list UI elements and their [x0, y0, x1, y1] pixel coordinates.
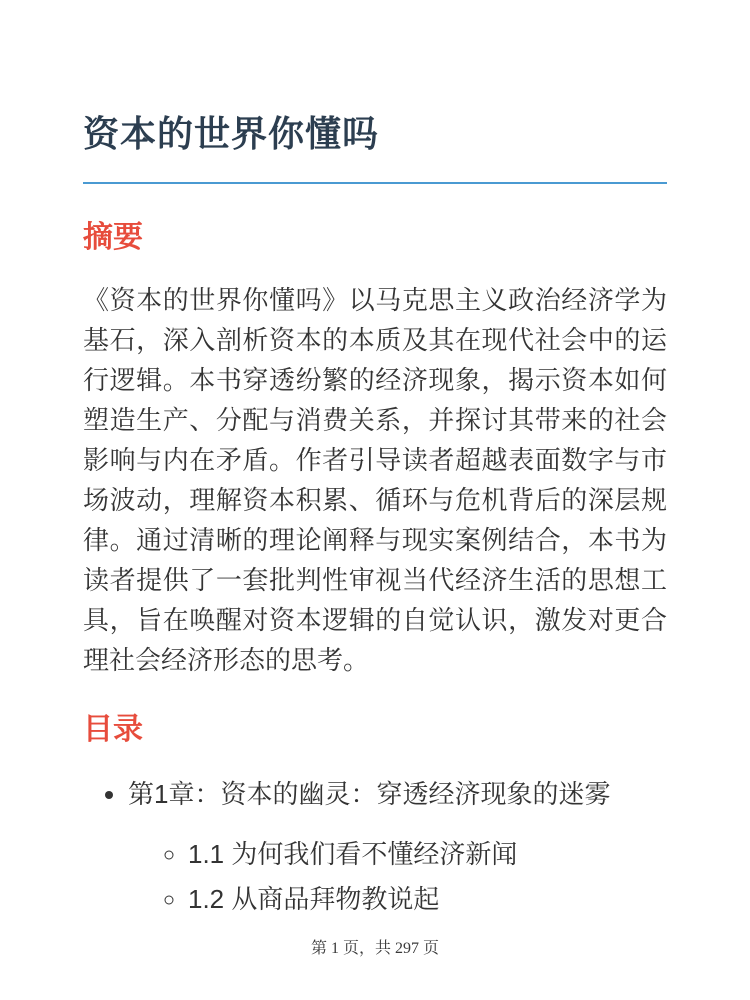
toc-chapter-item [128, 774, 667, 919]
toc-heading: 目录 [83, 713, 143, 746]
toc-subitem [188, 879, 667, 919]
toc-list [83, 774, 667, 919]
toc-subitem-label: 1.2 从商品拜物教说起 [188, 884, 440, 914]
abstract-heading: 摘要 [83, 221, 143, 254]
toc-subitem-list [128, 834, 667, 919]
toc-subitem-label: 1.1 为何我们看不懂经济新闻 [188, 839, 518, 869]
page-title: 资本的世界你懂吗 [83, 112, 667, 184]
toc-subitem [188, 834, 667, 874]
abstract-body: 《资本的世界你懂吗》以马克思主义政治经济学为基石，深入剖析资本的本质及其在现代社会中的运行逻辑。本书穿透纷繁的经济现象，揭示资本如何塑造生产、分配与消费关系，并探讨其带来的社会影响与内在矛盾。作者引导读者超越表面数字与市场波动，理解资本积累、循环与危机背后的深层规律。通过清晰的理论阐释与现实案例结合，本书为读者提供了一套批判性审视当代经济生活的思想工具，旨在唤醒对资本逻辑的自觉认识，激发对更合理社会经济形态的思考。 [83, 285, 667, 675]
page-indicator: 第 1 页，共 297 页 [310, 940, 439, 957]
page-footer [0, 938, 750, 960]
toc-chapter-label: 第1章：资本的幽灵：穿透经济现象的迷雾 [128, 779, 611, 809]
